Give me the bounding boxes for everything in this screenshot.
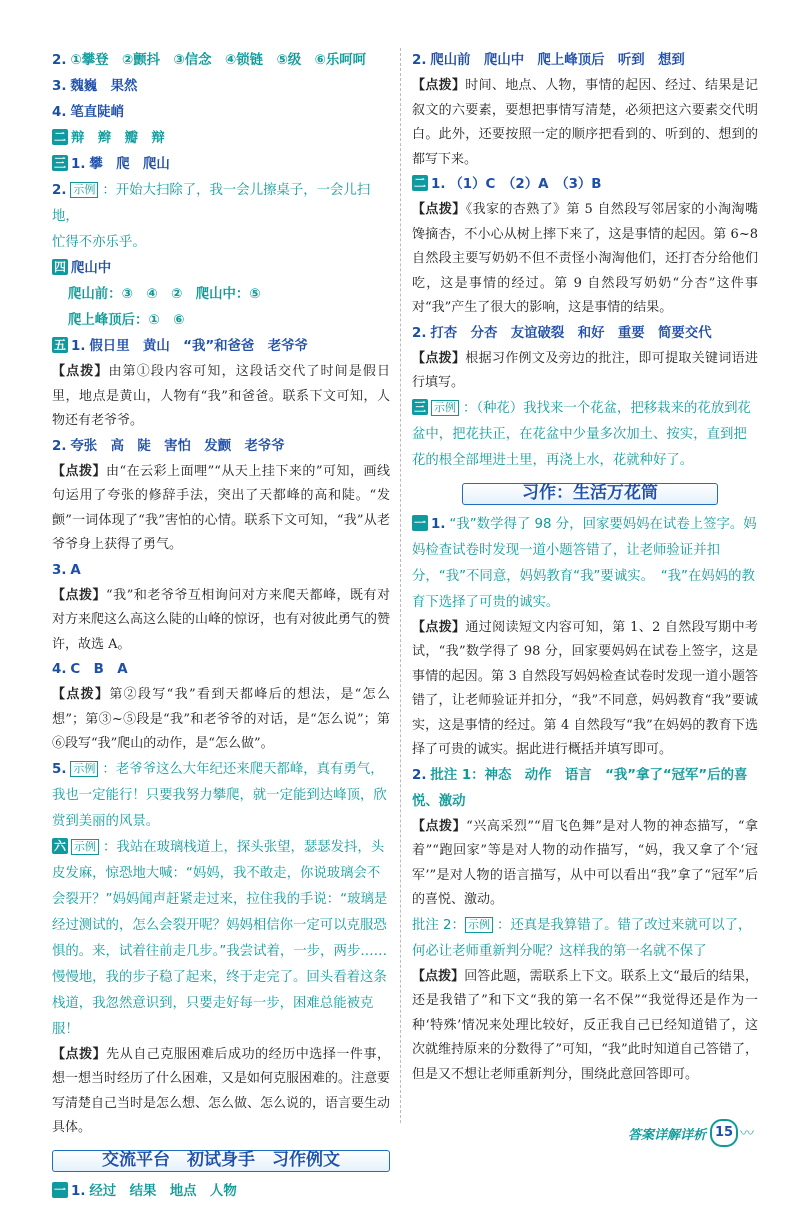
tip-label: 【点拨】	[52, 687, 110, 702]
answer-text: 爬山前：③ ④ ② 爬山中：⑤	[68, 287, 261, 302]
item-number: 5.	[52, 761, 67, 777]
section-badge: 四	[54, 260, 67, 274]
tip-text: 由第①段内容可知，这段话交代了时间是假日里，地点是黄山，人物有“我”和爸爸。联系下文可知，人物还有老爷爷。	[52, 364, 390, 428]
answer-text: A	[70, 562, 81, 578]
answer-text: C B A	[70, 662, 128, 677]
section-badge: 六	[54, 838, 67, 853]
item-number: 1.	[71, 1183, 86, 1199]
section-heading-text: 交流平台 初试身手 习作例文	[102, 1149, 340, 1170]
answer-line	[412, 48, 758, 74]
tip-paragraph	[412, 965, 758, 1088]
item-number: 1.	[431, 516, 446, 532]
answer-text: 辩 辫 瓣 辩	[71, 131, 165, 146]
answer-text: ：我站在玻璃栈道上，探头张望，瑟瑟发抖，头皮发麻，惊恐地大喊：“妈妈，我不敢走，你说玻璃会不会裂开？”妈妈闻声赶紧走过来，拉住我的手说：“玻璃是经过测试的，怎么会裂开呢？妈妈相信你一定可以克服恐惧的。来，试着往前走几步。”我尝试着，一步，两步……慢慢地，我的步子稳了起来，终于走完了。回头看着这条栈道，我忽然意识到，只要走好每一步，困难总能被克服！	[52, 839, 388, 1037]
column-divider	[400, 48, 401, 1123]
swoosh-icon: 〰	[740, 1126, 754, 1142]
section-badge: 一	[54, 1182, 67, 1197]
section-heading-text: 习作：生活万花筒	[522, 482, 658, 503]
answer-line	[412, 396, 758, 474]
answer-text: ：（种花）我找来一个花盆，把移栽来的花放到花盆中，把花扶正，在花盆中少量多次加土、按实，直到把花的根全部埋进土里，再浇上水，花就种好了。	[412, 400, 751, 468]
example-tag: 示例	[431, 400, 459, 416]
answer-text: 爬山前 爬山中 爬上峰顶后 听到 想到	[430, 53, 685, 68]
answer-text: （1）C （2）A （3）B	[449, 177, 602, 192]
answer-line	[52, 558, 390, 584]
answer-line	[412, 913, 758, 965]
answer-text: 假日里 黄山 “我”和爸爸 老爷爷	[89, 339, 308, 354]
right-column	[412, 48, 758, 1087]
tip-label: 【点拨】	[412, 619, 466, 635]
section-heading	[52, 1147, 390, 1173]
answer-line	[52, 126, 390, 152]
tip-text: “兴高采烈”“眉飞色舞”是对人物的神态描写，“拿着”“跑回家”等是对人物的动作描写，“妈，我又拿了个‘冠军’”是对人物的语言描写，从中可以看出“我”拿了“冠军”后的喜悦、激动。	[412, 818, 758, 907]
item-number: 3.	[52, 562, 67, 578]
answer-line	[52, 835, 390, 1043]
answer-text: ：开始大扫除了，我一会儿擦桌子，一会儿扫地，	[52, 183, 371, 224]
answer-text: 夸张 高 陡 害怕 发颤 老爷爷	[70, 438, 285, 454]
tip-paragraph	[52, 683, 390, 757]
item-number: 2.	[52, 53, 67, 68]
example-tag: 示例	[71, 839, 99, 855]
answer-line	[52, 1179, 390, 1205]
item-number: 4.	[52, 105, 67, 120]
tip-text: 第②段写“我”看到天都峰后的想法，是“怎么想”；第③~⑤段是“我”和老爷爷的对话，是“怎么说”；第⑥段写“我”爬山的动作，是“怎么做”。	[52, 687, 390, 751]
tip-text: 通过阅读短文内容可知，第 1、2 自然段写期中考试，“我”数学得了 98 分，回家要妈妈在试卷上签字，这是事情的起因。第 3 自然段写妈妈检查试卷时发现一道小题答错了，让老师验证并扣分，“我”不同意，妈妈教育“我”要诚实，这是事情的经过。第 4 自然段写“我”在妈妈的教育下选择了可贵的诚实。据此进行概括并填写即可。	[412, 619, 758, 757]
tip-label: 【点拨】	[52, 364, 109, 379]
answer-text: ①攀登 ②颤抖 ③信念 ④锁链 ⑤级 ⑥乐呵呵	[70, 53, 367, 68]
answer-line	[52, 256, 390, 282]
answer-text: 魏巍 果然	[70, 79, 138, 94]
footer-label: 答案详解详析	[627, 1127, 706, 1143]
tip-text: 回答此题，需联系上下文。联系上文“最后的结果，还是我错了”和下文“我的第一名不保”“我觉得还是作为一种‘特殊’情况来处理比较好，反正我自己已经知道错了，这次就维持原来的分数得了”可知，“我”此时知道自己答错了，但是又不想让老师重新判分，围绕此意回答即可。	[412, 968, 758, 1082]
answer-text: “我”数学得了 98 分，回家要妈妈在试卷上签字。妈妈检查试卷时发现一道小题答错了，让老师验证并扣分，“我”不同意，妈妈教育“我”要诚实。 “我”在妈妈的教育下选择了可贵的诚实。	[412, 516, 757, 610]
answer-line	[412, 512, 758, 616]
page-number: 15	[710, 1119, 738, 1147]
answer-line	[52, 178, 390, 230]
answer-line	[52, 48, 390, 74]
tip-text: 时间、地点、人物，事情的起因、经过、结果是记叙文的六要素，要想把事情写清楚，必须把这六要素交代明白。此外，还要按照一定的顺序把看到的、听到的、想到的都写下来。	[412, 78, 758, 167]
page-footer	[628, 1120, 754, 1146]
tip-label: 【点拨】	[412, 202, 466, 217]
item-number: 2.	[412, 767, 427, 783]
tip-label: 【点拨】	[412, 350, 466, 366]
tip-label: 【点拨】	[412, 78, 466, 93]
tip-paragraph	[412, 616, 758, 763]
tip-text: “我”和老爷爷互相询问对方来爬天都峰，既有对对方来爬这么高这么陡的山峰的惊讶，也有对彼此勇气的赞许，故选 A。	[52, 587, 391, 652]
answer-line	[52, 334, 390, 360]
tip-paragraph	[412, 347, 758, 396]
tip-paragraph	[412, 74, 758, 172]
tip-paragraph	[52, 1043, 390, 1141]
item-number: 1.	[431, 177, 446, 192]
answer-text: 爬上峰顶后：① ⑥	[68, 313, 185, 328]
item-number: 2.	[412, 53, 427, 68]
annotation-prefix: 批注 2：	[412, 917, 465, 933]
left-column	[52, 48, 390, 1205]
item-number: 4.	[52, 662, 67, 677]
tip-label: 【点拨】	[412, 818, 467, 834]
tip-paragraph	[52, 584, 390, 658]
tip-text: 由“在云彩上面哩”“从天上挂下来的”可知，画线句运用了夸张的修辞手法，突出了天都峰的高和陡。“发颤”一词体现了“我”害怕的心情。联系下文可知，“我”从老爷爷身上获得了勇气。	[52, 463, 390, 552]
tip-label: 【点拨】	[52, 463, 106, 479]
tip-label: 【点拨】	[412, 968, 465, 984]
answer-line	[52, 657, 390, 683]
tip-label: 【点拨】	[52, 587, 107, 603]
item-number: 2.	[52, 438, 67, 454]
section-badge: 二	[414, 176, 427, 190]
answer-line	[52, 434, 390, 460]
answer-line	[412, 321, 758, 347]
tip-text: 先从自己克服困难后成功的经历中选择一件事，想一想当时经历了什么困难，又是如何克服困难的。注意要写清楚自己当时是怎么想、怎么做、怎么说的，语言要生动具体。	[52, 1046, 391, 1135]
answer-line	[52, 757, 390, 835]
item-number: 2.	[412, 325, 427, 341]
section-badge: 五	[54, 338, 67, 352]
tip-paragraph	[412, 198, 758, 321]
example-tag: 示例	[70, 761, 98, 777]
answer-line	[52, 74, 390, 100]
answer-text: 批注 1：神态 动作 语言 “我”拿了“冠军”后的喜悦、激动	[412, 767, 748, 809]
item-number: 2.	[52, 183, 67, 198]
tip-text: 《我家的杏熟了》第 5 自然段写邻居家的小淘淘嘴馋摘杏，不小心从树上摔下来了，这是事情的起因。第 6~8 自然段主要写奶奶不但不责怪小淘淘他们，还打杏分给他们吃，这是事情的经过。第 9 自然段写奶奶“分杏”这件事对“我”产生了很大的影响，这是事情的结果。	[412, 202, 758, 315]
item-number: 3.	[52, 79, 67, 94]
tip-label: 【点拨】	[52, 1046, 107, 1062]
answer-text: 笔直陡峭	[70, 105, 124, 120]
answer-text: 爬山中	[71, 261, 112, 276]
answer-text: ：还真是我算错了。错了改过来就可以了，何必让老师重新判分呢？这样我的第一名就不保了	[412, 917, 752, 959]
item-number: 1.	[71, 339, 86, 354]
section-badge: 三	[414, 399, 427, 414]
answer-text: 攀 爬 爬山	[89, 157, 170, 172]
tip-paragraph	[52, 460, 390, 558]
answer-line	[412, 172, 758, 198]
answer-line	[412, 763, 758, 815]
answer-line	[52, 100, 390, 126]
section-heading	[462, 480, 718, 506]
example-tag: 示例	[70, 182, 98, 198]
section-badge: 三	[54, 156, 67, 170]
example-tag: 示例	[465, 917, 493, 933]
answer-text: 打杏 分杏 友谊破裂 和好 重要 简要交代	[430, 325, 712, 341]
tip-text: 根据习作例文及旁边的批注，即可提取关键词语进行填写。	[412, 350, 758, 390]
answer-line	[52, 152, 390, 178]
tip-paragraph	[52, 360, 390, 434]
tip-paragraph	[412, 815, 758, 913]
answer-text: ：老爷爷这么大年纪还来爬天都峰，真有勇气，我也一定能行！只要我努力攀爬，就一定能到达峰顶，欣赏到美丽的风景。	[52, 761, 387, 829]
section-badge: 一	[414, 515, 427, 530]
answer-text: 忙得不亦乐乎。	[52, 235, 146, 250]
section-badge: 二	[54, 130, 67, 144]
item-number: 1.	[71, 157, 86, 172]
answer-text: 经过 结果 地点 人物	[89, 1183, 237, 1199]
